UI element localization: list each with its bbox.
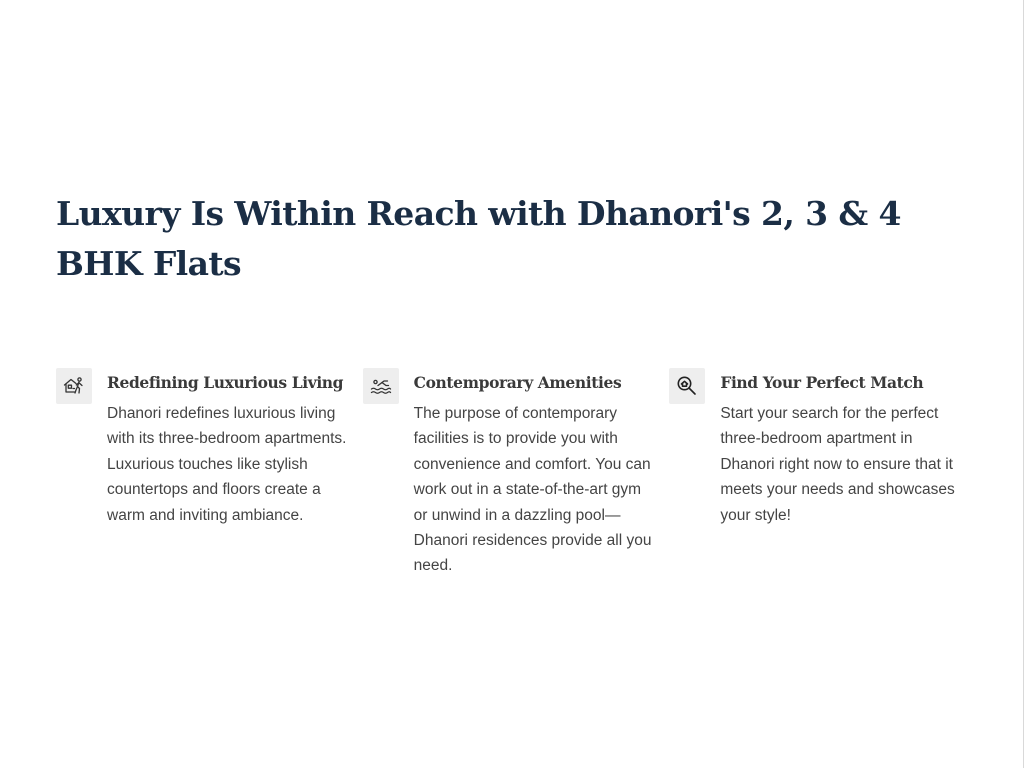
features-row — [56, 368, 976, 579]
feature-description: The purpose of contemporary facilities is to provide you with convenience and comfort. You can work out in a state-of-the-art gym or unwind in a dazzling pool—Dhanori residences provide all you need. — [413, 405, 652, 575]
house-person-icon — [56, 368, 92, 404]
swimming-icon — [363, 368, 399, 404]
feature-body — [720, 368, 965, 579]
feature-body — [414, 368, 659, 579]
feature-body — [107, 368, 352, 579]
feature-card-perfect-match — [669, 368, 976, 579]
feature-description: Dhanori redefines luxurious living with its three-bedroom apartments. Luxurious touches like stylish countertops and floors create a warm and inviting ambiance. — [107, 405, 347, 524]
feature-title: Find Your Perfect Match — [720, 373, 924, 392]
home-search-icon — [669, 368, 705, 404]
page-headline: Luxury Is Within Reach with Dhanori's 2, 3 & 4 BHK Flats — [56, 194, 901, 283]
feature-card-amenities — [363, 368, 670, 579]
feature-card-luxurious-living — [56, 368, 363, 579]
feature-title: Contemporary Amenities — [413, 373, 622, 392]
feature-description: Start your search for the perfect three-bedroom apartment in Dhanori right now to ensure that it meets your needs and showcases your style! — [720, 405, 955, 524]
feature-title: Redefining Luxurious Living — [107, 373, 344, 392]
